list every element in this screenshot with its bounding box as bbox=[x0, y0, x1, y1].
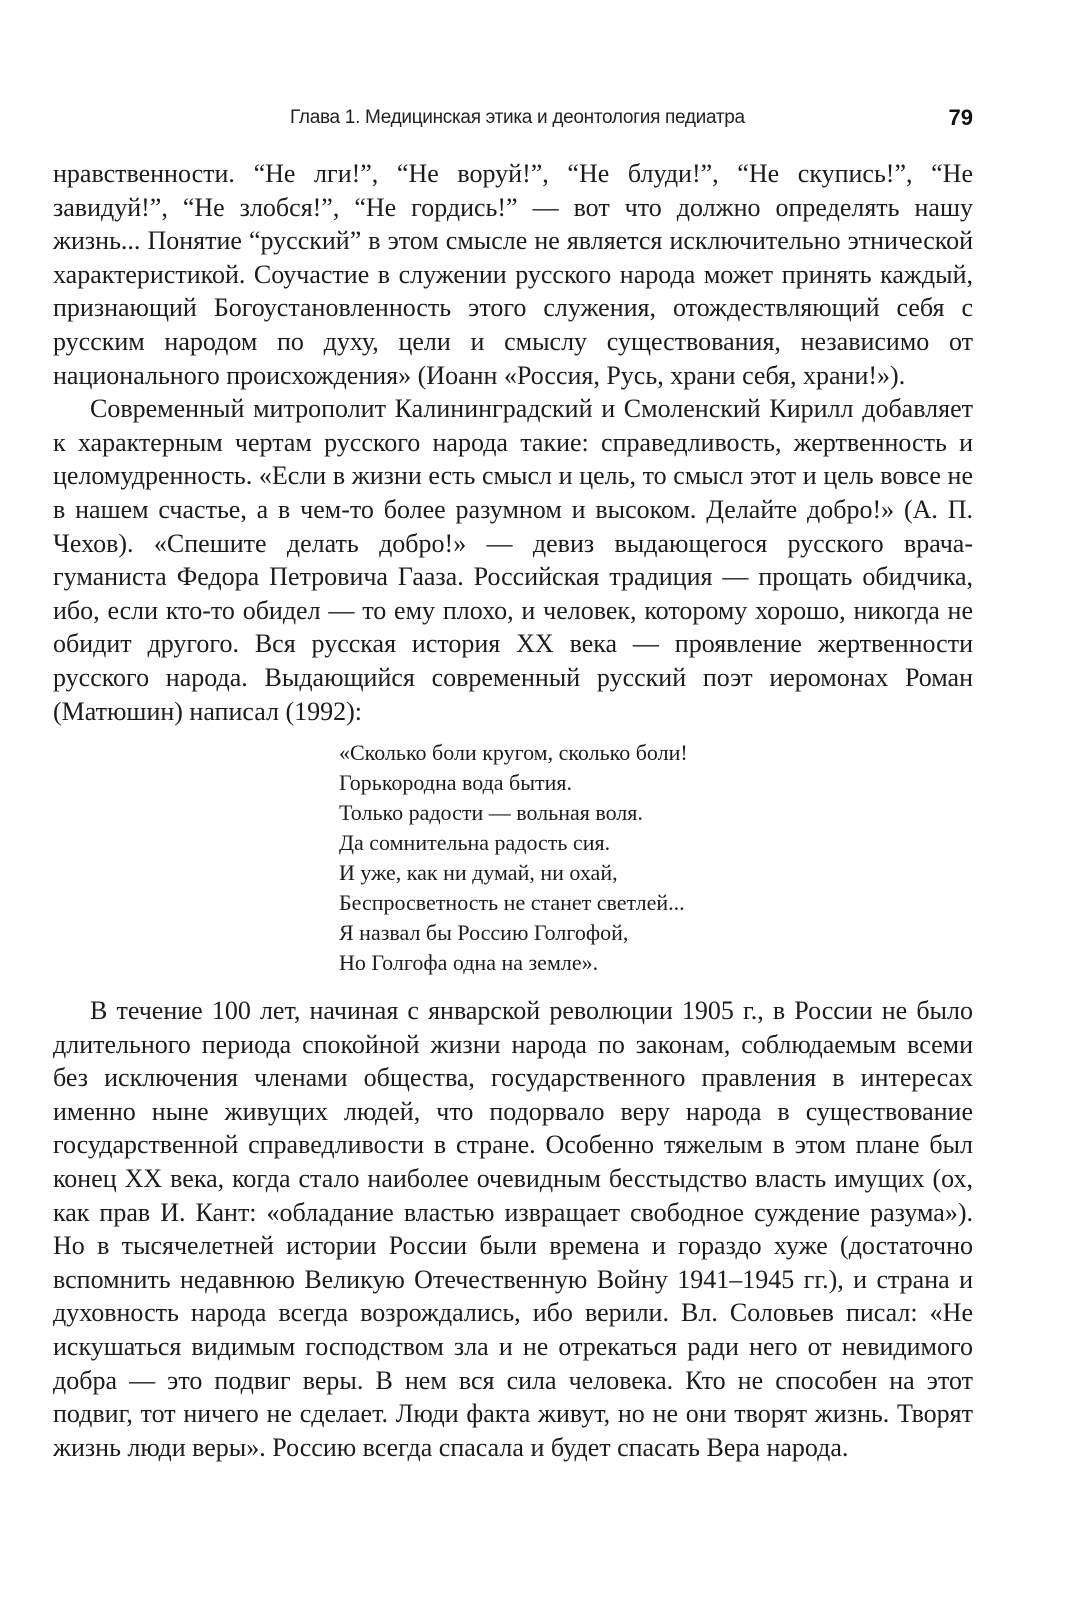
poem-line: Я назвал бы Россию Голгофой, bbox=[339, 920, 629, 946]
poem-line: Но Голгофа одна на земле». bbox=[339, 950, 599, 976]
running-header bbox=[53, 105, 973, 135]
body-text bbox=[53, 157, 973, 1464]
paragraph-kirill: Современный митрополит Калининградский и Смоленский Кирилл добавляет к характерным чертам русского народа такие: справедливость, жертвенность и целомудренность. «Если в жизни есть смысл и цель, то смысл этот и цель вовсе не в нашем счастье, а в чем-то более разумном и высоком. Делайте добро!» (А. П. Чехов). «Спешите делать добро!» — девиз выдающегося русского врача-гуманиста Федора Петровича Гааза. Российская традиция — прощать обидчика, ибо, если кто-то обидел — то ему плохо, и человек, которому хорошо, никогда не обидит другого. Вся русская история XX века — проявление жертвенности русского народа. Выдающийся современный русский поэт иеромонах Роман (Матюшин) написал (1992): bbox=[53, 394, 973, 726]
poem-line: «Сколько боли кругом, сколько боли! bbox=[339, 740, 688, 766]
chapter-running-title: Глава 1. Медицинская этика и деонтология педиатра bbox=[290, 107, 745, 128]
poem-line: Горькородна вода бытия. bbox=[339, 770, 573, 796]
poem-line: И уже, как ни думай, ни охай, bbox=[339, 860, 618, 886]
poem-line: Да сомнительна радость сия. bbox=[339, 830, 611, 856]
poem-quote bbox=[53, 728, 973, 994]
page-number: 79 bbox=[948, 105, 973, 130]
paragraph-continued: нравственности. “Не лги!”, “Не воруй!”, “Не блуди!”, “Не скупись!”, “Не завидуй!”, “Не злобся!”, “Не гордись!” — вот что должно определять нашу жизнь... Понятие “русский” в этом смысле не является исключительно этнической характеристикой. Соучастие в служении русского народа может принять каждый, признающий Богоустановленность этого служения, отождествляющий себя с русским народом по духу, цели и смыслу существования, независимо от национального происхождения» (Иоанн «Россия, Русь, храни себя, храни!»). bbox=[53, 159, 973, 390]
poem-line: Беспросветность не станет светлей... bbox=[339, 890, 685, 916]
poem-line: Только радости — вольная воля. bbox=[339, 800, 643, 826]
paragraph-hundred-years: В течение 100 лет, начиная с январской революции 1905 г., в России не было длительного периода спокойной жизни народа по законам, соблюдаемым всеми без исключения членами общества, государственного правления в интересах именно ныне живущих людей, что подорвало веру народа в существование государственной справедливости в стране. Особенно тяжелым в этом плане был конец XX века, когда стало наиболее очевидным бесстыдство власть имущих (ох, как прав И. Кант: «обладание властью извращает свободное суждение разума»). Но в тысячелетней истории России были времена и гораздо хуже (достаточно вспомнить недавнюю Великую Отечественную Войну 1941–1945 гг.), и страна и духовность народа всегда возрождались, ибо верили. Вл. Соловьев писал: «Не искушаться видимым господством зла и не отрекаться ради него от невидимого добра — это подвиг веры. В нем вся сила человека. Кто не способен на этот подвиг, тот ничего не сделает. Люди факта живут, но не они творят жизнь. Творят жизнь люди веры». Россию всегда спасала и будет спасать Вера народа. bbox=[53, 996, 973, 1462]
